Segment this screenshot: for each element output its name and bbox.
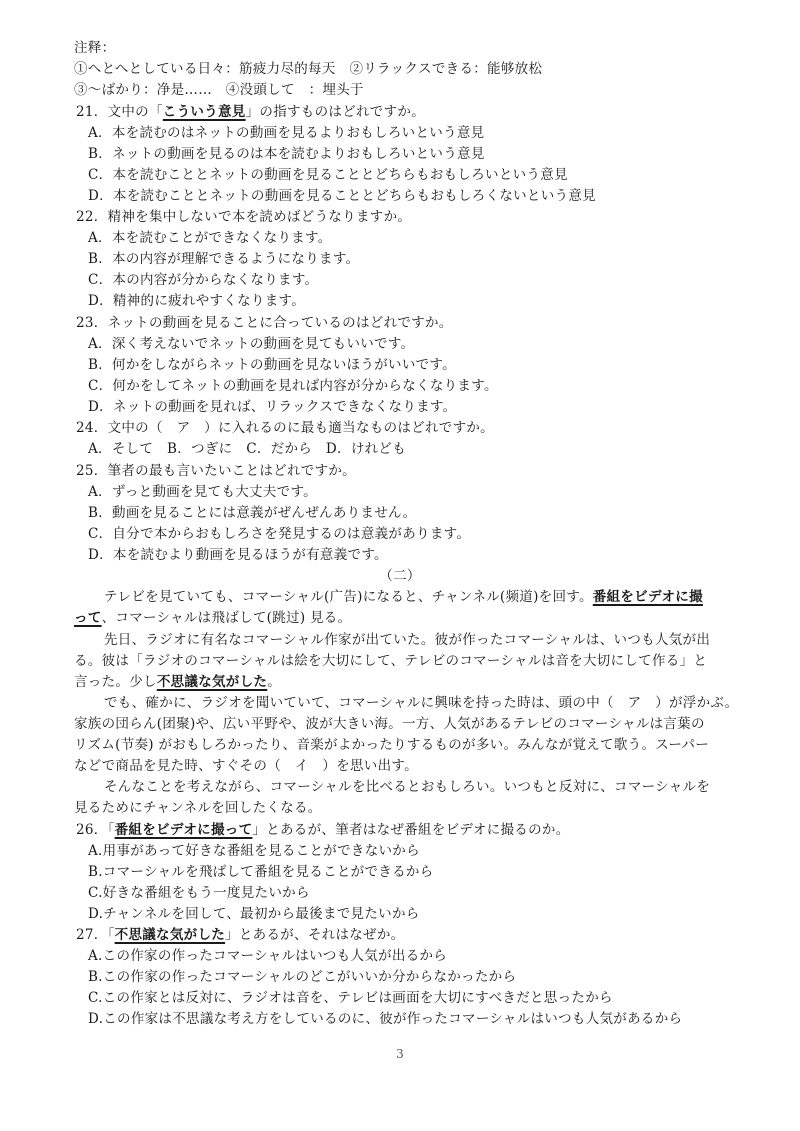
q21-option-b: B．ネットの動画を見るのは本を読むよりおもしろいという意見 xyxy=(88,146,485,162)
passage-p2-line-3 xyxy=(74,672,281,692)
passage-p2-line-1: 先日、ラジオに有名なコマーシャル作家が出ていた。彼が作ったコマーシャルは、いつも人気が出 xyxy=(104,632,711,648)
passage-p1-text: テレビを見ていても、コマーシャル(广告)になると、チャンネル(频道)を回す。 xyxy=(104,589,593,605)
passage-p3-line-1: でも、確かに、ラジオを聞いていて、コマーシャルに興味を持った時は、頭の中（ ア ）が浮かぶ。 xyxy=(104,695,739,711)
passage-p2-period: 。 xyxy=(267,674,282,690)
q27-option-a: A.この作家の作ったコマーシャルはいつも人気が出るから xyxy=(88,948,448,964)
q25-option-b: B．動画を見ることには意義がぜんぜんありません。 xyxy=(88,505,417,521)
question-25: 25．筆者の最も言いたいことはどれですか。 xyxy=(76,463,356,479)
q21-option-c: C．本を読むこととネットの動画を見ることとどちらもおもしろいという意見 xyxy=(88,167,568,183)
question-24: 24．文中の（ ア ）に入れるのに最も適当なものはどれですか。 xyxy=(76,420,494,436)
notes-title: 注释： xyxy=(74,40,116,56)
q25-option-d: D．本を読むより動画を見るほうが有意義です。 xyxy=(88,547,388,563)
q26-option-b: B.コマーシャルを飛ばして番組を見ることができるから xyxy=(88,864,434,880)
passage-p1-highlight: 番組をビデオに撮 xyxy=(592,589,703,605)
q22-option-b: B．本の内容が理解できるようになります。 xyxy=(88,251,360,267)
q23-option-d: D．ネットの動画を見れば、リラックスできなくなります。 xyxy=(88,399,457,415)
question-27 xyxy=(76,925,404,945)
question-22: 22．精神を集中しないで本を読めばどうなりますか。 xyxy=(76,209,412,225)
passage-p1-line-1 xyxy=(104,587,703,607)
q26-option-d: D.チャンネルを回して、最初から最後まで見たいから xyxy=(88,906,420,922)
notes-line-2: ③～ばかり：净是…… ④没頭して ：埋头于 xyxy=(74,82,364,98)
q22-option-d: D．精神的に疲れやすくなります。 xyxy=(88,293,306,309)
question-21 xyxy=(76,102,425,122)
question-26-post: 」とあるが、筆者はなぜ番組をビデオに撮るのか。 xyxy=(252,822,570,838)
question-23: 23．ネットの動画を見ることに合っているのはどれですか。 xyxy=(76,315,453,331)
q21-option-d: D．本を読むこととネットの動画を見ることとどちらもおもしろくないという意見 xyxy=(88,188,596,204)
passage-p2-text: 言った。少し xyxy=(74,674,157,690)
q26-option-a: A.用事があって好きな番組を見ることができないから xyxy=(88,843,420,859)
passage-p1-text-cont: 、コマーシャルは飛ばして(跳过) 見る。 xyxy=(101,610,352,626)
question-27-highlight: 不思議な気がした xyxy=(114,927,226,943)
passage-p4-line-2: 見るためにチャンネルを回したくなる。 xyxy=(74,800,322,816)
q23-option-b: B．何かをしながらネットの動画を見ないほうがいいです。 xyxy=(88,357,456,373)
q25-option-c: C．自分で本からおもしろさを発見するのは意義があります。 xyxy=(88,526,471,542)
question-21-pre: 21．文中の「 xyxy=(76,104,163,120)
q27-option-b: B.この作家の作ったコマーシャルのどこがいいか分からなかったから xyxy=(88,969,517,985)
q23-option-a: A．深く考えないでネットの動画を見てもいいです。 xyxy=(88,336,415,352)
question-27-post: 」とあるが、それはなぜか。 xyxy=(225,927,405,943)
section-2-heading: （二） xyxy=(379,568,421,584)
q22-option-c: C．本の内容が分からなくなります。 xyxy=(88,272,319,288)
notes-line-1: ①へとへとしている日々：筋疲力尽的每天 ②リラックスできる：能够放松 xyxy=(74,61,543,77)
question-27-pre: 27．「 xyxy=(76,927,115,943)
passage-p3-line-4: などで商品を見た時、すぐその（ イ ）を思い出す。 xyxy=(74,758,418,774)
passage-p1-highlight-cont: って xyxy=(74,610,102,626)
q27-option-c: C.この作家とは反対に、ラジオは音を、テレビは画面を大切にすべきだと思ったから xyxy=(88,990,613,1006)
q27-option-d: D.この作家は不思議な考え方をしているのに、彼が作ったコマーシャルはいつも人気があるから xyxy=(88,1011,683,1027)
passage-p2-highlight: 不思議な気がした xyxy=(156,674,268,690)
q22-option-a: A．本を読むことができなくなります。 xyxy=(88,230,332,246)
q23-option-c: C．何かをしてネットの動画を見れば内容が分からなくなります。 xyxy=(88,378,498,394)
passage-p2-line-2: る。彼は「ラジオのコマーシャルは絵を大切にして、テレビのコマーシャルは音を大切にして作る」と xyxy=(74,653,708,669)
passage-p1-line-2 xyxy=(74,608,351,628)
passage-p3-line-2: 家族の団らん(团聚)や、広い平野や、波が大きい海。一方、人気があるテレビのコマーシャルは言葉の xyxy=(74,716,705,732)
question-26-highlight: 番組をビデオに撮って xyxy=(114,822,253,838)
question-21-highlight: こういう意見 xyxy=(162,104,246,120)
question-26 xyxy=(76,820,570,840)
question-26-pre: 26．「 xyxy=(76,822,115,838)
question-21-post: 」の指すものはどれですか。 xyxy=(245,104,425,120)
page-number: 3 xyxy=(396,1047,404,1061)
q25-option-a: A．ずっと動画を見ても大丈夫です。 xyxy=(88,484,317,500)
q24-options: A．そして B．つぎに C．だから D．けれども xyxy=(88,441,407,457)
q26-option-c: C.好きな番組をもう一度見たいから xyxy=(88,885,310,901)
passage-p3-line-3: リズム(节奏) がおもしろかったり、音楽がよかったりするものが多い。みんなが覚えて歌う。スーパー xyxy=(74,737,710,753)
passage-p4-line-1: そんなことを考えながら、コマーシャルを比べるとおもしろい。いつもと反対に、コマーシャルを xyxy=(104,779,711,795)
q21-option-a: A．本を読むのはネットの動画を見るよりおもしろいという意見 xyxy=(88,125,485,141)
